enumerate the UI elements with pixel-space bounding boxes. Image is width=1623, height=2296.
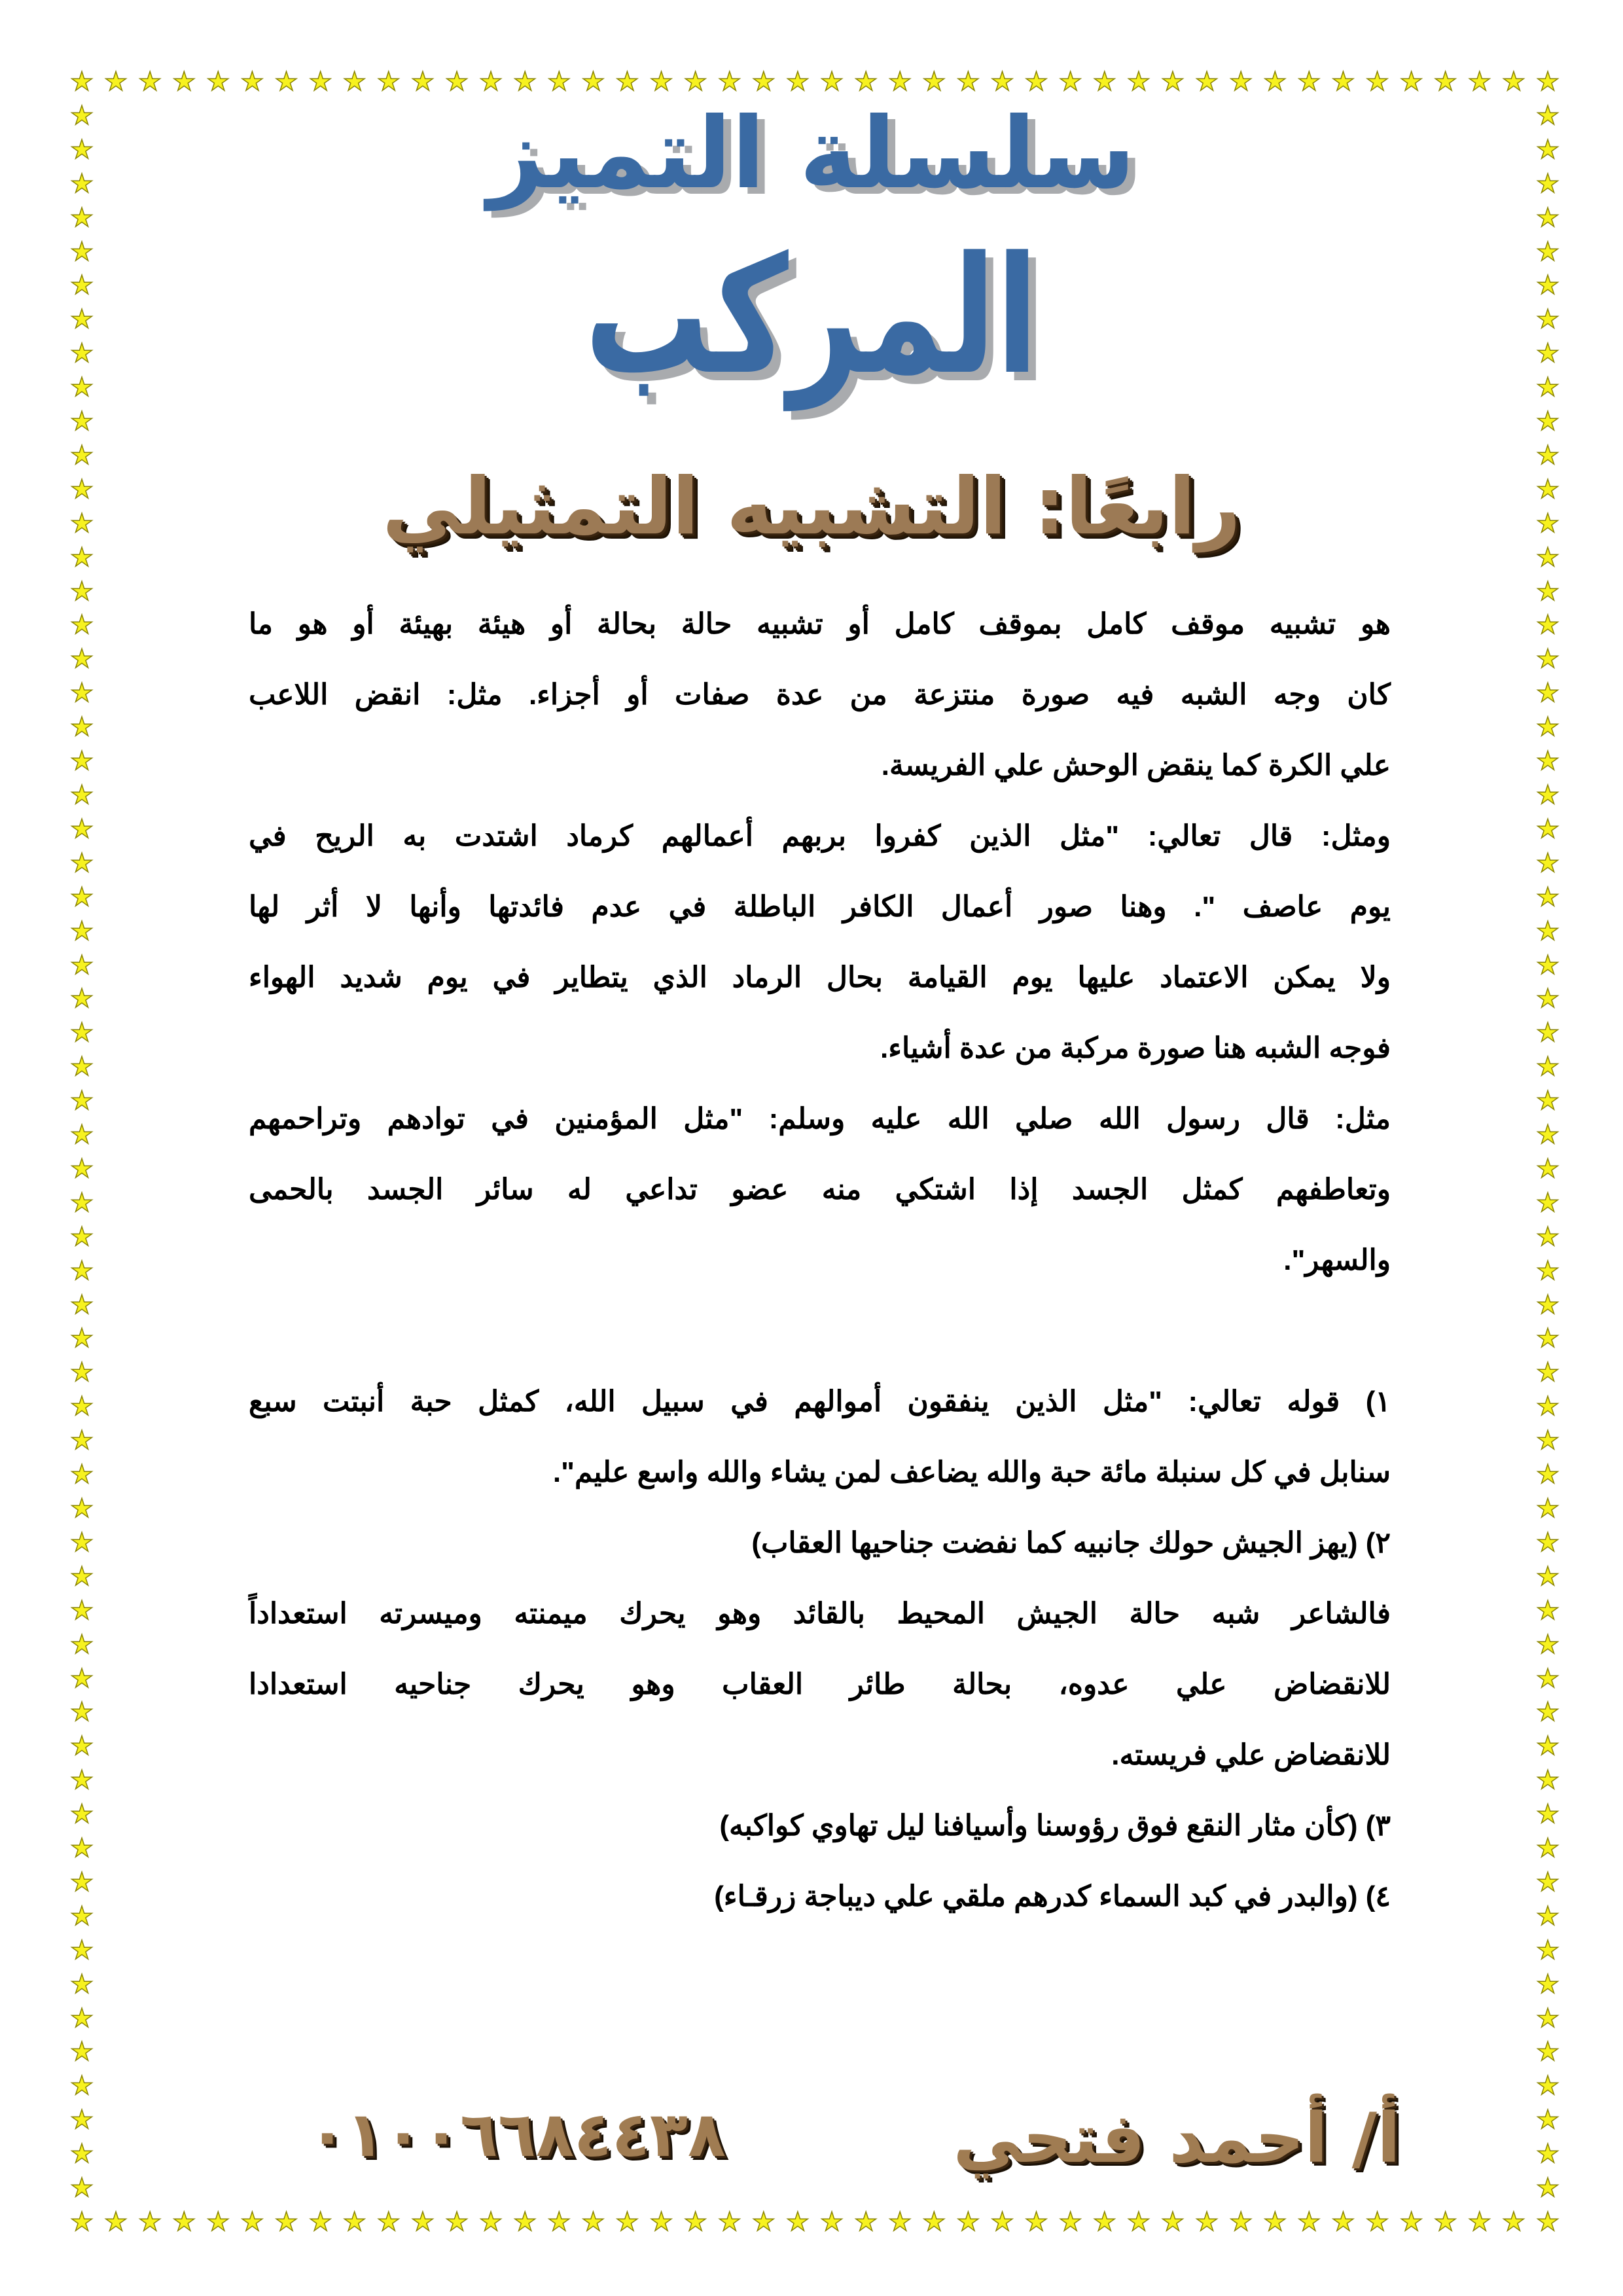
star-icon: ★: [70, 1054, 94, 1081]
star-icon: ★: [70, 952, 94, 978]
star-icon: ★: [1536, 2107, 1560, 2134]
star-icon: ★: [956, 2209, 980, 2235]
star-icon: ★: [683, 2209, 707, 2235]
star-icon: ★: [70, 612, 94, 639]
star-icon: ★: [138, 2209, 162, 2235]
star-icon: ★: [70, 986, 94, 1013]
star-icon: ★: [1058, 2209, 1082, 2235]
text-line: ٣) (كأن مثار النقع فوق رؤوسنا وأسيافنا ليل تهاوي كواكبه): [719, 1810, 1391, 1842]
star-icon: ★: [172, 69, 196, 95]
star-icon: ★: [513, 69, 537, 95]
star-icon: ★: [70, 1597, 94, 1624]
star-icon: ★: [751, 2209, 776, 2235]
star-icon: ★: [1536, 170, 1560, 197]
star-icon: ★: [1536, 1903, 1560, 1929]
star-icon: ★: [1126, 69, 1150, 95]
star-icon: ★: [1536, 680, 1560, 707]
star-icon: ★: [70, 816, 94, 842]
star-icon: ★: [1536, 1496, 1560, 1522]
star-icon: ★: [376, 69, 401, 95]
text-line: وتعاطفهم كمثل الجسد إذا اشتكي منه عضو تداعي له سائر الجسد بالحمى: [249, 1174, 1391, 1206]
star-icon: ★: [649, 69, 673, 95]
star-icon: ★: [70, 1155, 94, 1182]
star-icon: ★: [70, 918, 94, 944]
text-line: هو تشبيه موقف كامل بموقف كامل أو تشبيه حالة بحالة أو هيئة بهيئة أو هو ما: [249, 608, 1391, 640]
star-icon: ★: [70, 136, 94, 163]
star-icon: ★: [1536, 782, 1560, 808]
star-icon: ★: [1536, 2039, 1560, 2066]
text-line: فالشاعر شبه حالة الجيش المحيط بالقائد وهو يحرك ميمنته وميسرته استعداداً: [249, 1598, 1391, 1630]
star-icon: ★: [1536, 1801, 1560, 1828]
star-icon: ★: [1536, 748, 1560, 775]
star-icon: ★: [70, 272, 94, 299]
star-icon: ★: [1536, 646, 1560, 673]
star-icon: ★: [1467, 2209, 1491, 2235]
star-icon: ★: [445, 69, 469, 95]
star-icon: ★: [70, 1427, 94, 1454]
star-icon: ★: [854, 2209, 878, 2235]
star-icon: ★: [1536, 2141, 1560, 2168]
star-icon: ★: [70, 680, 94, 707]
star-icon: ★: [206, 69, 230, 95]
star-icon: ★: [1536, 306, 1560, 333]
star-icon: ★: [1536, 1427, 1560, 1454]
star-icon: ★: [1263, 2209, 1287, 2235]
star-icon: ★: [70, 2005, 94, 2032]
star-icon: ★: [615, 69, 639, 95]
star-icon: ★: [1536, 1563, 1560, 1590]
star-icon: ★: [70, 1462, 94, 1488]
star-icon: ★: [70, 69, 94, 95]
star-icon: ★: [513, 2209, 537, 2235]
star-icon: ★: [70, 442, 94, 469]
star-icon: ★: [786, 69, 810, 95]
star-icon: ★: [410, 2209, 435, 2235]
star-icon: ★: [1433, 2209, 1457, 2235]
star-icon: ★: [172, 2209, 196, 2235]
star-icon: ★: [240, 2209, 264, 2235]
star-icon: ★: [1399, 2209, 1423, 2235]
text-line: مثل: قال رسول الله صلي الله عليه وسلم: "مثل المؤمنين في توادهم وتراحمهم: [249, 1103, 1391, 1135]
star-icon: ★: [717, 2209, 741, 2235]
star-icon: ★: [1536, 850, 1560, 876]
blank-line: [249, 1296, 1391, 1367]
star-icon: ★: [1229, 69, 1253, 95]
text-line: ومثل: قال تعالي: "مثل الذين كفروا بربهم أعمالهم كرماد اشتدت به الريح في: [249, 820, 1391, 852]
text-line: كان وجه الشبه فيه صورة منتزعة من عدة صفات أو أجزاء. مثل: انقض اللاعب: [249, 679, 1391, 711]
star-icon: ★: [376, 2209, 401, 2235]
star-icon: ★: [70, 1291, 94, 1318]
star-icon: ★: [1195, 2209, 1219, 2235]
star-icon: ★: [1536, 1937, 1560, 1964]
star-icon: ★: [70, 102, 94, 129]
star-icon: ★: [1536, 1155, 1560, 1182]
star-icon: ★: [70, 1563, 94, 1590]
star-icon: ★: [1126, 2209, 1150, 2235]
text-line: ولا يمكن الاعتماد عليها يوم القيامة بحال الرماد الذي يتطاير في يوم شديد الهواء: [249, 961, 1391, 994]
star-icon: ★: [1467, 69, 1491, 95]
star-icon: ★: [308, 69, 332, 95]
star-icon: ★: [70, 1325, 94, 1352]
star-icon: ★: [1536, 1869, 1560, 1895]
star-icon: ★: [1536, 884, 1560, 910]
star-icon: ★: [1161, 69, 1185, 95]
star-icon: ★: [1536, 102, 1560, 129]
star-icon: ★: [70, 1665, 94, 1692]
star-icon: ★: [547, 2209, 571, 2235]
star-icon: ★: [990, 69, 1014, 95]
star-icon: ★: [1536, 1020, 1560, 1047]
star-icon: ★: [70, 1020, 94, 1047]
star-icon: ★: [786, 2209, 810, 2235]
text-line: ١) قوله تعالي: "مثل الذين ينفقون أموالهم في سبيل الله، كمثل حبة أنبتت سبع: [249, 1386, 1391, 1418]
star-icon: ★: [717, 69, 741, 95]
star-icon: ★: [649, 2209, 673, 2235]
star-icon: ★: [206, 2209, 230, 2235]
star-icon: ★: [1092, 2209, 1116, 2235]
text-line: ٤) (والبدر في كبد السماء كدرهم ملقي علي ديباجة زرقـاء): [714, 1880, 1391, 1912]
star-icon: ★: [1536, 204, 1560, 231]
star-icon: ★: [70, 1937, 94, 1964]
star-icon: ★: [70, 714, 94, 741]
star-icon: ★: [342, 69, 366, 95]
star-icon: ★: [70, 782, 94, 808]
star-icon: ★: [683, 69, 707, 95]
star-icon: ★: [70, 476, 94, 503]
star-icon: ★: [1536, 952, 1560, 978]
star-icon: ★: [1536, 1462, 1560, 1488]
star-icon: ★: [1536, 1223, 1560, 1250]
star-icon: ★: [70, 1869, 94, 1895]
star-icon: ★: [990, 2209, 1014, 2235]
star-icon: ★: [1536, 1529, 1560, 1556]
star-icon: ★: [922, 2209, 946, 2235]
star-icon: ★: [1536, 544, 1560, 571]
star-icon: ★: [1536, 136, 1560, 163]
star-icon: ★: [70, 340, 94, 367]
star-icon: ★: [1024, 69, 1048, 95]
star-icon: ★: [70, 884, 94, 910]
star-icon: ★: [1536, 1835, 1560, 1862]
phone-number: ٠١٠٠٦٦٨٤٤٣٨: [308, 2099, 726, 2171]
star-icon: ★: [820, 2209, 844, 2235]
star-icon: ★: [1536, 510, 1560, 537]
star-icon: ★: [70, 1733, 94, 1760]
star-icon: ★: [1536, 1088, 1560, 1115]
star-icon: ★: [888, 69, 912, 95]
star-icon: ★: [70, 646, 94, 673]
text-line: للانقضاض علي فريسته.: [1111, 1739, 1391, 1771]
star-icon: ★: [1536, 442, 1560, 469]
star-icon: ★: [70, 204, 94, 231]
star-icon: ★: [1536, 408, 1560, 435]
star-icon: ★: [1501, 69, 1525, 95]
star-icon: ★: [888, 2209, 912, 2235]
star-icon: ★: [274, 69, 298, 95]
star-icon: ★: [1536, 476, 1560, 503]
star-icon: ★: [1195, 69, 1219, 95]
star-icon: ★: [547, 69, 571, 95]
star-icon: ★: [1536, 272, 1560, 299]
star-icon: ★: [1229, 2209, 1253, 2235]
topic-title: المركب: [584, 222, 1039, 410]
star-icon: ★: [1536, 2005, 1560, 2032]
star-icon: ★: [70, 544, 94, 571]
star-icon: ★: [1536, 1257, 1560, 1284]
star-icon: ★: [1536, 1665, 1560, 1692]
star-icon: ★: [479, 2209, 503, 2235]
star-icon: ★: [1536, 1291, 1560, 1318]
star-icon: ★: [1536, 1189, 1560, 1216]
star-icon: ★: [70, 1088, 94, 1115]
star-icon: ★: [1536, 918, 1560, 944]
star-icon: ★: [1536, 1597, 1560, 1624]
star-icon: ★: [1399, 69, 1423, 95]
star-icon: ★: [70, 408, 94, 435]
star-icon: ★: [70, 1699, 94, 1726]
star-icon: ★: [1536, 1359, 1560, 1386]
star-icon: ★: [1536, 1122, 1560, 1149]
star-icon: ★: [1092, 69, 1116, 95]
star-icon: ★: [479, 69, 503, 95]
star-icon: ★: [1536, 578, 1560, 605]
star-icon: ★: [1058, 69, 1082, 95]
star-icon: ★: [1536, 2209, 1560, 2235]
star-icon: ★: [70, 2073, 94, 2100]
star-icon: ★: [581, 2209, 605, 2235]
star-icon: ★: [1536, 1971, 1560, 1998]
star-icon: ★: [70, 850, 94, 876]
star-icon: ★: [1536, 69, 1560, 95]
star-icon: ★: [70, 1122, 94, 1149]
star-icon: ★: [70, 1496, 94, 1522]
star-icon: ★: [1331, 69, 1355, 95]
star-icon: ★: [1536, 2073, 1560, 2100]
star-icon: ★: [70, 510, 94, 537]
star-icon: ★: [1536, 1054, 1560, 1081]
star-icon: ★: [308, 2209, 332, 2235]
star-icon: ★: [1501, 2209, 1525, 2235]
star-icon: ★: [1536, 612, 1560, 639]
text-line: للانقضاض علي عدوه، بحالة طائر العقاب وهو يحرك جناحيه استعدادا: [249, 1668, 1391, 1700]
star-icon: ★: [1161, 2209, 1185, 2235]
star-icon: ★: [1536, 1631, 1560, 1658]
star-icon: ★: [70, 1189, 94, 1216]
star-icon: ★: [1536, 1733, 1560, 1760]
star-icon: ★: [70, 2141, 94, 2168]
star-icon: ★: [70, 1393, 94, 1420]
star-icon: ★: [70, 2039, 94, 2066]
star-icon: ★: [70, 1257, 94, 1284]
star-icon: ★: [104, 2209, 128, 2235]
star-icon: ★: [1365, 2209, 1389, 2235]
star-icon: ★: [70, 748, 94, 775]
star-icon: ★: [1536, 1699, 1560, 1726]
text-line: سنابل في كل سنبلة مائة حبة والله يضاعف لمن يشاء والله واسع عليم".: [552, 1456, 1391, 1488]
star-icon: ★: [1536, 2175, 1560, 2202]
star-icon: ★: [104, 69, 128, 95]
star-icon: ★: [1536, 1767, 1560, 1794]
star-icon: ★: [1024, 2209, 1048, 2235]
star-icon: ★: [70, 1359, 94, 1386]
star-icon: ★: [1536, 986, 1560, 1013]
star-icon: ★: [70, 170, 94, 197]
star-icon: ★: [956, 69, 980, 95]
section-title: رابعًا: التشبيه التمثيلي: [382, 461, 1241, 552]
star-icon: ★: [70, 374, 94, 401]
star-icon: ★: [1536, 1393, 1560, 1420]
star-icon: ★: [615, 2209, 639, 2235]
author-name: أ/ أحمد فتحي: [953, 2098, 1400, 2178]
star-icon: ★: [70, 1801, 94, 1828]
star-icon: ★: [138, 69, 162, 95]
star-icon: ★: [1536, 374, 1560, 401]
star-icon: ★: [1433, 69, 1457, 95]
star-icon: ★: [1297, 2209, 1321, 2235]
text-line: والسهر".: [1283, 1244, 1391, 1276]
star-icon: ★: [70, 1971, 94, 1998]
star-icon: ★: [751, 69, 776, 95]
star-icon: ★: [1536, 340, 1560, 367]
star-icon: ★: [1365, 69, 1389, 95]
star-icon: ★: [1536, 1325, 1560, 1352]
star-icon: ★: [274, 2209, 298, 2235]
text-line: فوجه الشبه هنا صورة مركبة من عدة أشياء.: [880, 1032, 1391, 1064]
star-icon: ★: [1331, 2209, 1355, 2235]
body-text: [249, 589, 1391, 1932]
star-icon: ★: [70, 2175, 94, 2202]
star-icon: ★: [820, 69, 844, 95]
star-icon: ★: [70, 2209, 94, 2235]
star-icon: ★: [70, 1767, 94, 1794]
text-line: ٢) (يهز الجيش حولك جانبيه كما نفضت جناحيها العقاب): [751, 1527, 1391, 1559]
star-icon: ★: [70, 1631, 94, 1658]
star-icon: ★: [410, 69, 435, 95]
star-icon: ★: [1297, 69, 1321, 95]
text-line: علي الكرة كما ينقض الوحش علي الفريسة.: [881, 749, 1391, 781]
star-icon: ★: [1536, 816, 1560, 842]
star-icon: ★: [70, 1223, 94, 1250]
star-icon: ★: [70, 1903, 94, 1929]
star-icon: ★: [240, 69, 264, 95]
star-icon: ★: [342, 2209, 366, 2235]
star-icon: ★: [70, 578, 94, 605]
star-icon: ★: [854, 69, 878, 95]
star-icon: ★: [1536, 238, 1560, 265]
text-line: يوم عاصف ". وهنا صور أعمال الكافر الباطلة في عدم فائدتها وأنها لا أثر لها: [249, 891, 1391, 923]
star-icon: ★: [70, 238, 94, 265]
star-icon: ★: [70, 1529, 94, 1556]
star-icon: ★: [70, 2107, 94, 2134]
star-icon: ★: [70, 1835, 94, 1862]
star-icon: ★: [922, 69, 946, 95]
star-icon: ★: [1536, 714, 1560, 741]
star-icon: ★: [1263, 69, 1287, 95]
series-title: سلسلة التميز: [488, 97, 1135, 211]
star-icon: ★: [445, 2209, 469, 2235]
star-icon: ★: [581, 69, 605, 95]
star-icon: ★: [70, 306, 94, 333]
